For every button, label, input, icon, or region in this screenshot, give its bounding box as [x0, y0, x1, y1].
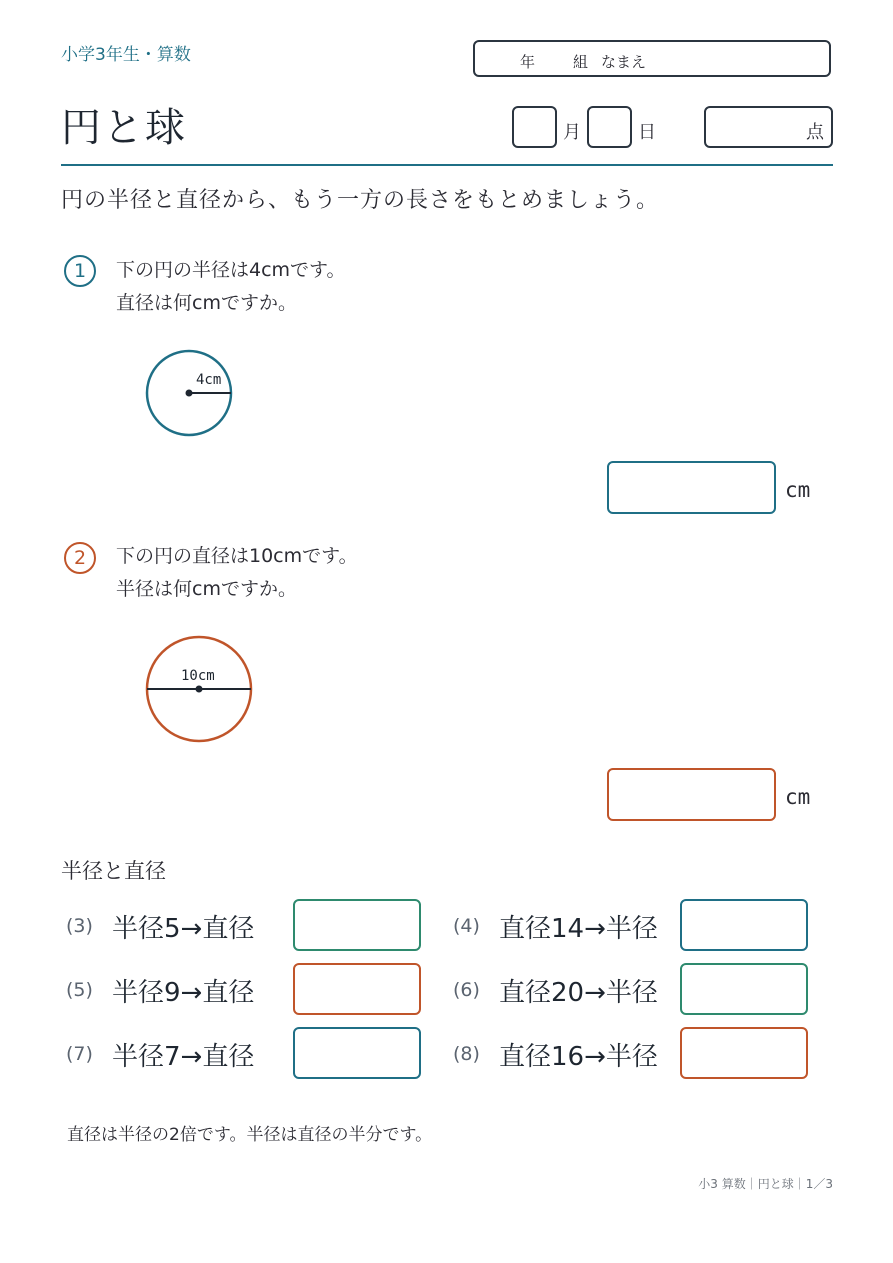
practice-3-text: 半径5→直径 — [112, 914, 255, 944]
diameter-label: 10cm — [181, 668, 215, 684]
name-field[interactable] — [473, 40, 831, 77]
name-label: なまえ — [601, 53, 647, 71]
practice-6-number: (6) — [453, 979, 480, 1001]
answer-2-box[interactable] — [607, 768, 776, 821]
practice-7-number: (7) — [66, 1043, 93, 1065]
day-label: 日 — [638, 122, 656, 143]
diameter-circle-figure — [140, 630, 260, 750]
practice-7-text: 半径7→直径 — [112, 1042, 255, 1072]
practice-4-number: (4) — [453, 915, 480, 937]
month-field[interactable] — [512, 106, 557, 148]
practice-4-text: 直径14→半径 — [499, 914, 658, 944]
practice-4-answer-box[interactable] — [680, 899, 808, 951]
practice-5-number: (5) — [66, 979, 93, 1001]
practice-5-text: 半径9→直径 — [112, 978, 255, 1008]
answer-2-unit: cm — [785, 785, 811, 809]
question-2-number: 2 — [64, 542, 96, 574]
answer-1-unit: cm — [785, 478, 811, 502]
practice-8-answer-box[interactable] — [680, 1027, 808, 1079]
practice-7-answer-box[interactable] — [293, 1027, 421, 1079]
practice-8-number: (8) — [453, 1043, 480, 1065]
question-2-text — [116, 540, 358, 606]
class-label: 組 — [573, 53, 589, 71]
hint-note: 直径は半径の2倍です。半径は直径の半分です。 — [67, 1125, 433, 1145]
month-label: 月 — [563, 122, 581, 143]
center-point — [196, 686, 203, 693]
question-1-line1: 下の円の半径は4cmです。 — [116, 259, 346, 281]
score-label: 点 — [806, 122, 824, 143]
question-1-text — [116, 254, 346, 320]
instruction-text: 円の半径と直径から、もう一方の長さをもとめましょう。 — [61, 188, 660, 213]
practice-5-answer-box[interactable] — [293, 963, 421, 1015]
question-2-line1: 下の円の直径は10cmです。 — [116, 545, 358, 567]
grade-subject: 小学3年生・算数 — [61, 45, 191, 65]
question-1-number: 1 — [64, 255, 96, 287]
day-field[interactable] — [587, 106, 632, 148]
radius-circle-figure — [140, 345, 240, 445]
practice-3-answer-box[interactable] — [293, 899, 421, 951]
page-title: 円と球 — [61, 105, 187, 151]
header-divider — [61, 164, 833, 166]
practice-3-number: (3) — [66, 915, 93, 937]
page-footer: 小3 算数｜円と球｜1／3 — [698, 1177, 833, 1191]
answer-1-box[interactable] — [607, 461, 776, 514]
radius-label: 4cm — [196, 372, 222, 388]
center-point — [186, 390, 193, 397]
question-2-line2: 半径は何cmですか。 — [116, 578, 297, 600]
question-1-line2: 直径は何cmですか。 — [116, 292, 297, 314]
practice-8-text: 直径16→半径 — [499, 1042, 658, 1072]
practice-6-text: 直径20→半径 — [499, 978, 658, 1008]
practice-6-answer-box[interactable] — [680, 963, 808, 1015]
year-label: 年 — [520, 53, 536, 71]
practice-title: 半径と直径 — [61, 859, 166, 883]
